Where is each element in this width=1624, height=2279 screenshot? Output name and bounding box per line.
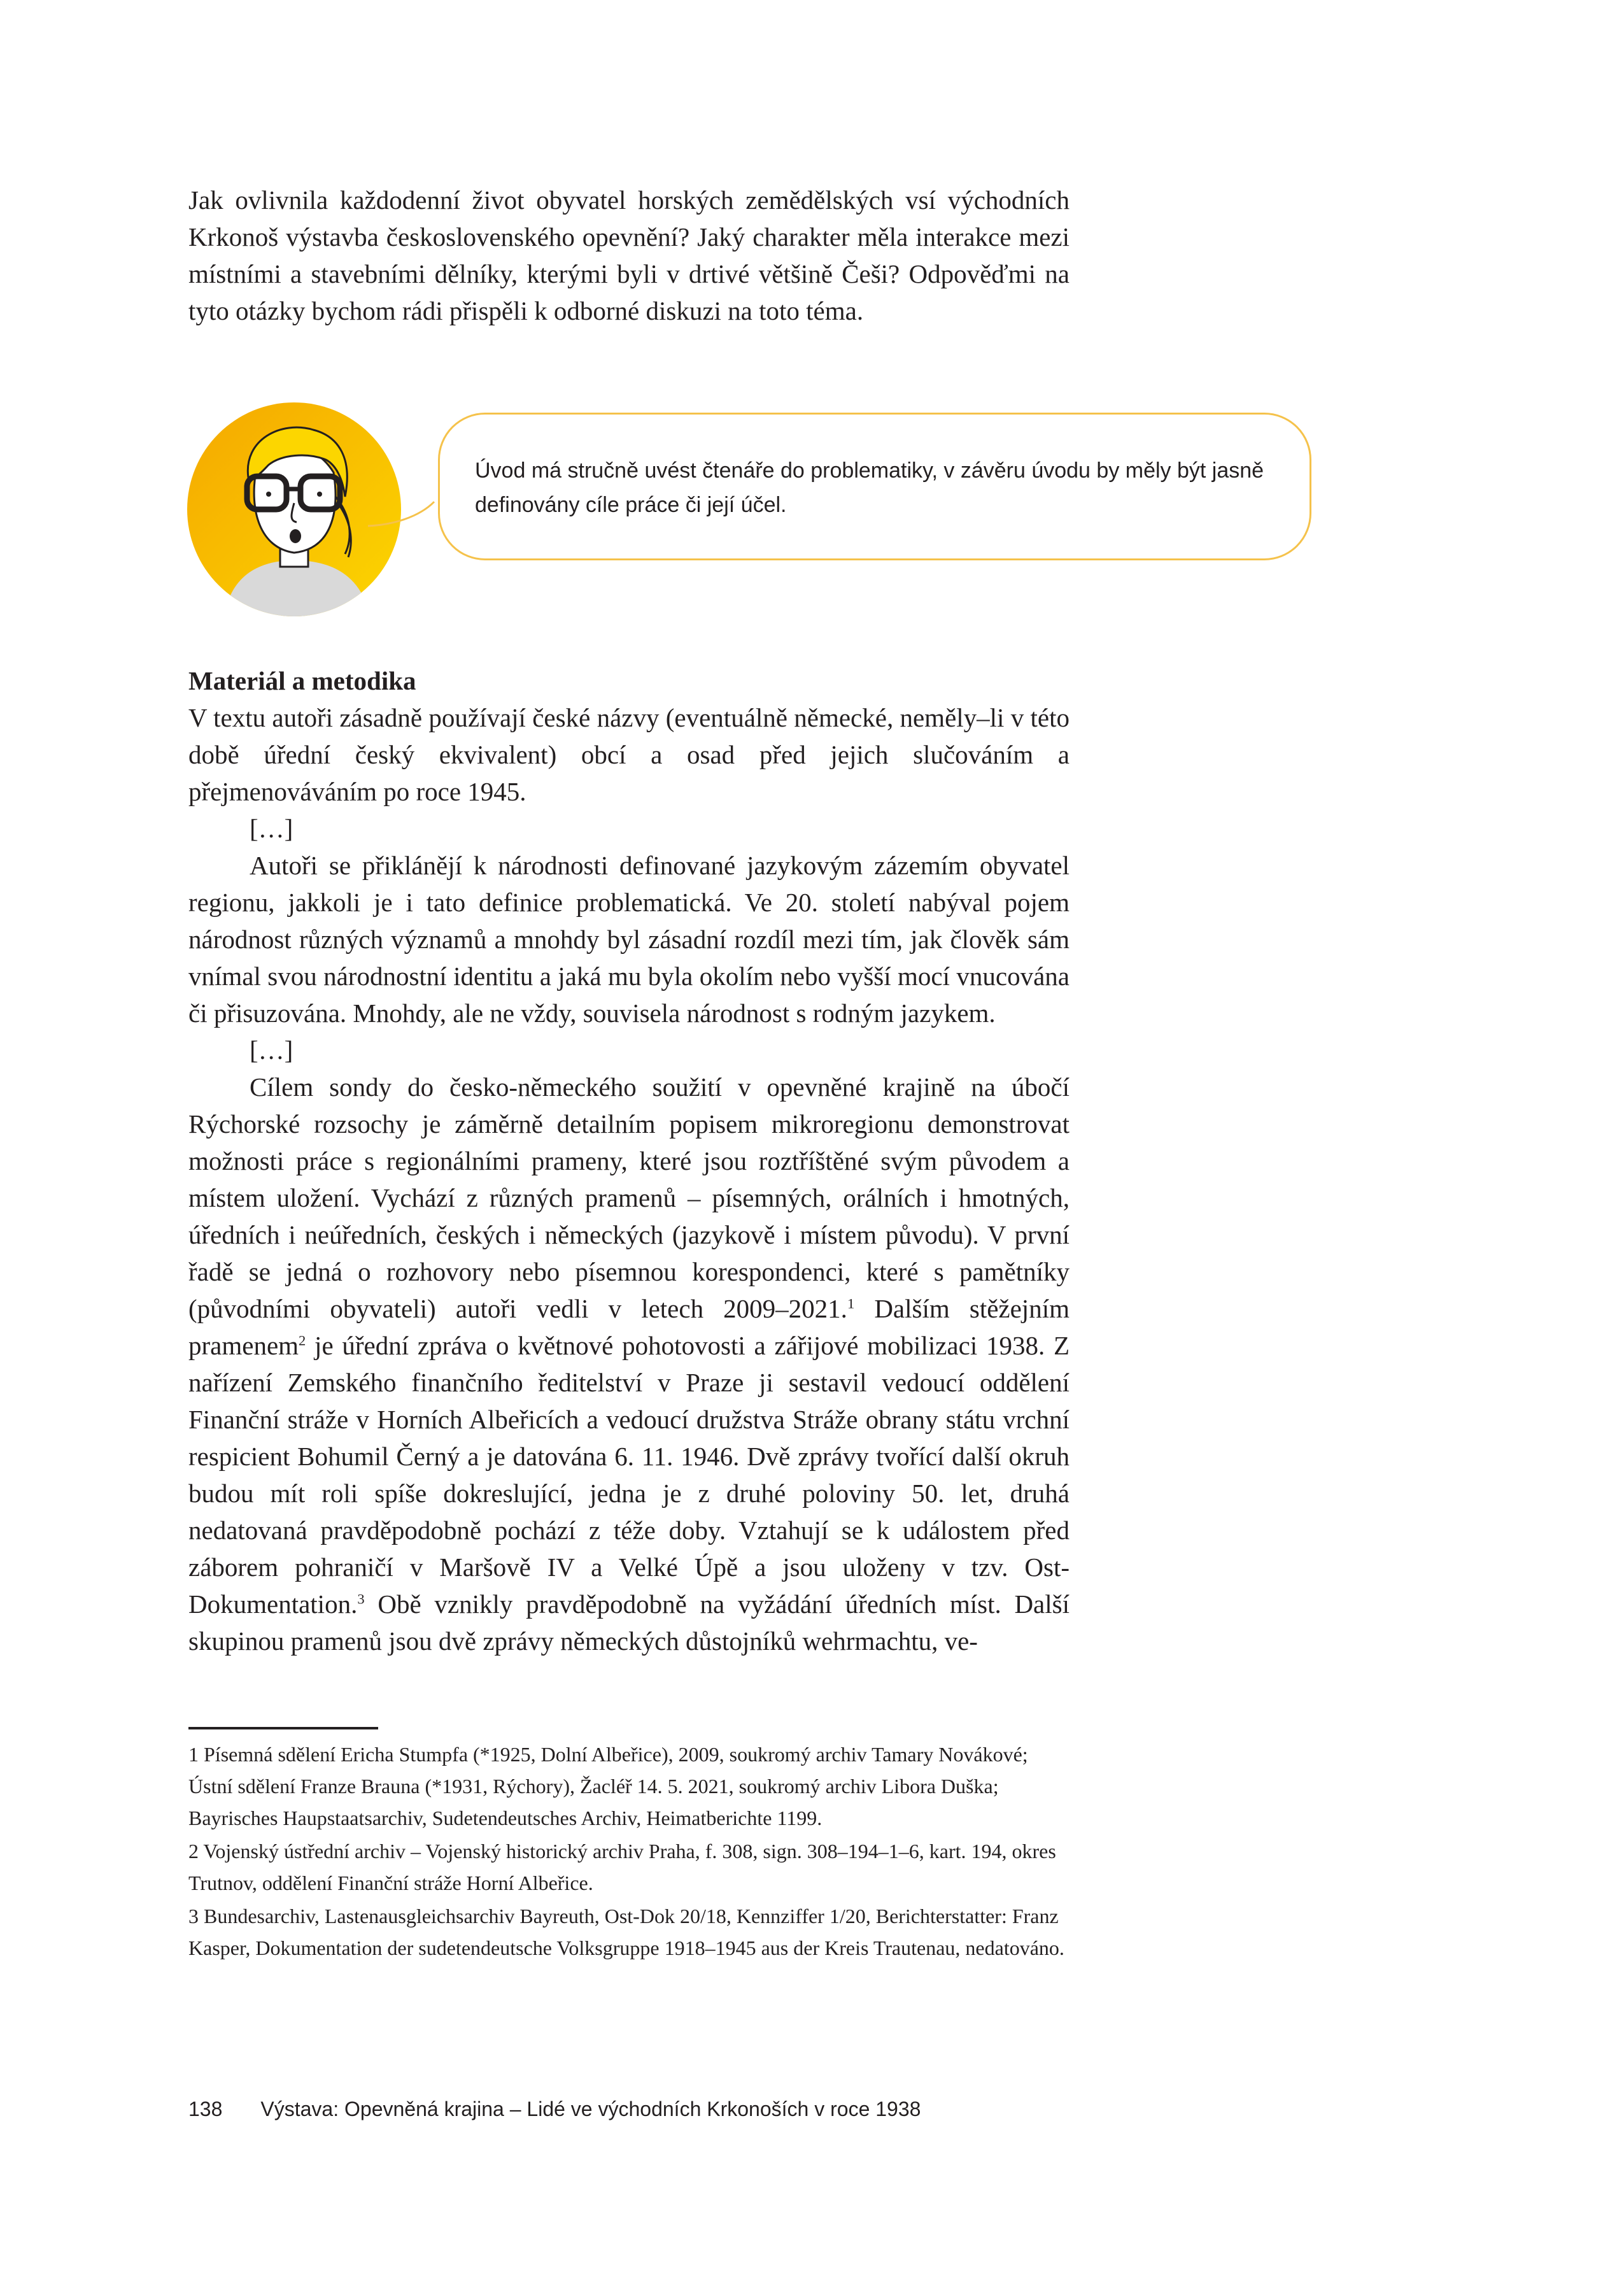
method-paragraph-3 [188,1069,1070,1659]
method-paragraph-1: V textu autoři zásadně používají české názvy (eventuálně německé, neměly–li v této době úřední český ekvivalent) obcí a osad před jejich slučováním a přejmenováváním po roce 1945. [188,703,1070,806]
avatar-mouth [290,529,301,543]
intro-section [188,181,1070,329]
footnote: 1 Písemná sdělení Ericha Stumpfa (*1925, Dolní Albeřice), 2009, soukromý archiv Tamary Novákové; Ústní sdělení Franze Brauna (*1931, Rýchory), Žacléř 14. 5. 2021, soukromý archiv Libora Duška; Bayrisches Haupstaatsarchiv, Sudetendeutsches Archiv, Heimatberichte 1199. [188,1743,1028,1829]
paragraph-text: je úřední zpráva o květnové pohotovosti a zářijové mobilizaci 1938. Z nařízení Zemského finančního ředitelství v Praze ji sestavil vedoucí oddělení Finanční stráže v Horních Albeřicích a vedoucí družstva Stráže obrany státu vrchní respicient Bohumil Černý a je datována 6. 11. 1946. Dvě zprávy tvořící další okruh budou mít roli spíše dokreslující, jedna je z druhé poloviny 50. let, druhá nedatovaná pravděpodobně pochází z téže doby. Vztahují se k událostem před záborem pohraničí v Maršově IV a Velké Úpě a jsou uloženy v tzv. Ost-Dokumentation. [188,1331,1070,1619]
paragraph-text: Cílem sondy do česko-německého soužití v opevněné krajině na úbočí Rýchorské rozsochy je záměrně detailním popisem mikroregionu demonstrovat možnosti práce s regionálními prameny, které jsou roztříštěné svým původem a místem uložení. Vychází z různých pramenů – písemných, orálních i hmotných, úředních i neúředních, českých i německých (jazykově i místem původu). V první řadě se jedná o rozhovory nebo písemnou korespondenci, které s pamětníky (původními obyvateli) autoři vedli v letech 2009–2021. [188,1072,1070,1323]
paragraph-text: Obě vznikly pravděpodobně na vyžádání úředních míst. Další skupinou pramenů jsou dvě zprávy německých důstojníků wehrmachtu, ve- [188,1589,1070,1656]
footnote-ref-1[interactable]: 1 [847,1295,855,1312]
page-number: 138 [188,2098,223,2120]
intro-paragraph: Jak ovlivnila každodenní život obyvatel horských zemědělských vsí východních Krkonoš výstavba československého opevnění? Jaký charakter měla interakce mezi místními a stavebními dělníky, kterými byli v drtivé většině Češi? Odpověďmi na tyto otázky bychom rádi přispěli k odborné diskuzi na toto téma. [188,185,1070,325]
ellipsis-marker: […] [250,1035,293,1065]
footnote: 3 Bundesarchiv, Lastenausgleichsarchiv Bayreuth, Ost-Dok 20/18, Kennziffer 1/20, Berichterstatter: Franz Kasper, Dokumentation der sudetendeutsche Volksgruppe 1918–1945 aus der Kreis Trautenau, nedatováno. [188,1905,1064,1959]
paragraph-text: Dalším stěžejním pramenem [188,1294,1070,1360]
footnote-ref-3[interactable]: 3 [357,1591,365,1607]
section-heading: Materiál a metodika [188,666,416,695]
footnotes [188,1738,1070,1965]
page-footer [188,2098,921,2121]
footnote-divider [188,1727,378,1729]
method-paragraph-2: Autoři se přiklánějí k národnosti definované jazykovým zázemím obyvatel regionu, jakkoli je i tato definice problematická. Ve 20. století nabýval pojem národnost různých významů a mnohdy byl zásadní rozdíl mezi tím, jak člověk sám vnímal svou národnostní identitu a jaká mu byla okolím nebo vyšší mocí vnucována či přisuzována. Mnohdy, ale ne vždy, souvisela národnost s rodným jazykem. [188,851,1070,1028]
footnote-ref-2[interactable]: 2 [299,1332,306,1349]
method-section [188,662,1070,1659]
speech-bubble-text: Úvod má stručně uvést čtenáře do problematiky, v závěru úvodu by měly být jasně definovány cíle práce či její účel. [475,458,1264,517]
running-title: Výstava: Opevněná krajina – Lidé ve východních Krkonoších v roce 1938 [260,2098,921,2120]
footnote: 2 Vojenský ústřední archiv – Vojenský historický archiv Praha, f. 308, sign. 308–194–1–6, kart. 194, okres Trutnov, oddělení Finanční stráže Horní Albeřice. [188,1840,1056,1894]
ellipsis-marker: […] [250,814,293,843]
